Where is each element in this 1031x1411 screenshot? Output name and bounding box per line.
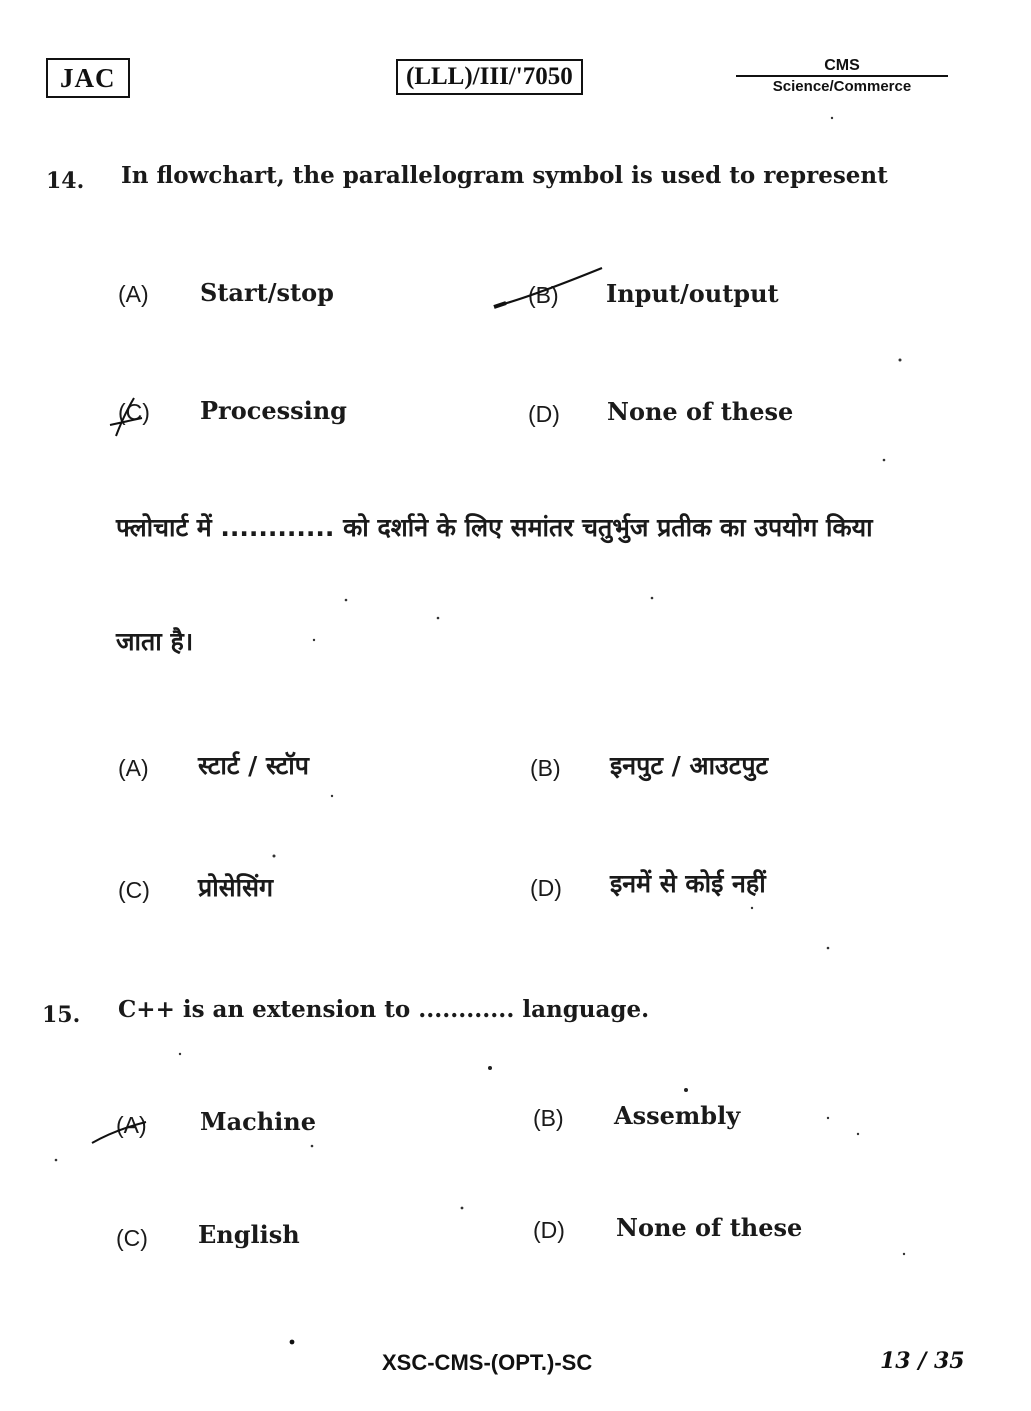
q14-hindi-option-a-letter: (A) <box>118 755 149 781</box>
subject-title: CMS <box>736 57 948 77</box>
q14-hindi-option-b-text: इनपुट / आउटपुट <box>610 751 769 780</box>
q15-option-a-letter: (A) <box>116 1112 147 1138</box>
q14-option-d-letter: (D) <box>528 401 560 427</box>
stream-label: Science/Commerce <box>772 78 912 95</box>
page-number: 13 / 35 <box>880 1348 965 1374</box>
scan-speck <box>273 855 276 858</box>
q15-option-c-letter: (C) <box>116 1225 148 1251</box>
q14-hindi-option-d-letter: (D) <box>530 875 562 901</box>
scan-speck <box>827 947 830 950</box>
scan-speck <box>311 1145 314 1148</box>
q14-hindi-text-line1: फ्लोचार्ट में ............ को दर्शाने के लिए समांतर चतुर्भुज प्रतीक का उपयोग किया <box>116 513 873 542</box>
scan-speck <box>461 1207 464 1210</box>
scan-speck <box>899 359 902 362</box>
pen-stroke-q14-c <box>116 398 134 436</box>
scan-speck <box>857 1133 859 1135</box>
question-15-number: 15. <box>42 1002 81 1028</box>
q15-option-a-text: Machine <box>200 1107 317 1136</box>
answer-tick-mark-q14 <box>496 268 602 306</box>
board-label: JAC <box>46 58 130 98</box>
scan-speck <box>903 1253 905 1255</box>
scan-speck <box>290 1340 295 1345</box>
q14-hindi-option-a-text: स्टार्ट / स्टॉप <box>198 751 309 780</box>
q15-option-c-text: English <box>198 1220 300 1249</box>
q14-option-d-text: None of these <box>607 397 794 426</box>
q15-option-b-letter: (B) <box>533 1105 564 1131</box>
scan-speck <box>179 1053 181 1055</box>
q14-option-b-letter: (B) <box>528 282 559 308</box>
scan-speck <box>883 459 886 462</box>
scan-speck <box>827 1117 829 1119</box>
scan-speck <box>437 617 440 620</box>
scan-speck <box>684 1088 688 1092</box>
scan-speck <box>331 795 333 797</box>
q14-hindi-option-c-letter: (C) <box>118 877 150 903</box>
q14-option-a-letter: (A) <box>118 281 149 307</box>
scan-speck <box>831 117 833 119</box>
q14-hindi-option-d-text: इनमें से कोई नहीं <box>610 869 766 898</box>
scan-speck <box>751 907 753 909</box>
scan-speck <box>313 639 315 641</box>
q14-option-a-text: Start/stop <box>200 278 334 307</box>
paper-code: (LLL)/III/'7050 <box>396 59 583 95</box>
footer-paper-id: XSC-CMS-(OPT.)-SC <box>382 1350 593 1375</box>
question-15-text: C++ is an extension to ............ language. <box>118 996 650 1023</box>
q14-hindi-option-b-letter: (B) <box>530 755 561 781</box>
q14-hindi-option-c-text: प्रोसेसिंग <box>198 873 274 902</box>
scan-speck <box>488 1066 492 1070</box>
q14-option-c-letter: (C) <box>118 399 150 425</box>
question-14-text: In flowchart, the parallelogram symbol is used to represent <box>121 162 888 189</box>
q14-option-b-text: Input/output <box>606 279 779 308</box>
q15-option-d-letter: (D) <box>533 1217 565 1243</box>
answer-tick-mark-q15 <box>92 1122 146 1143</box>
scan-speck <box>55 1159 58 1162</box>
answer-tick-dot-q14 <box>494 303 506 307</box>
question-14-number: 14. <box>46 168 85 194</box>
q14-option-c-text: Processing <box>200 396 347 425</box>
scan-speck <box>345 599 348 602</box>
pen-cross-q14-c <box>110 418 142 425</box>
scan-speck <box>651 597 654 600</box>
q15-option-b-text: Assembly <box>614 1101 741 1130</box>
q15-option-d-text: None of these <box>616 1213 803 1242</box>
q14-hindi-text-line2: जाता है। <box>116 627 194 656</box>
